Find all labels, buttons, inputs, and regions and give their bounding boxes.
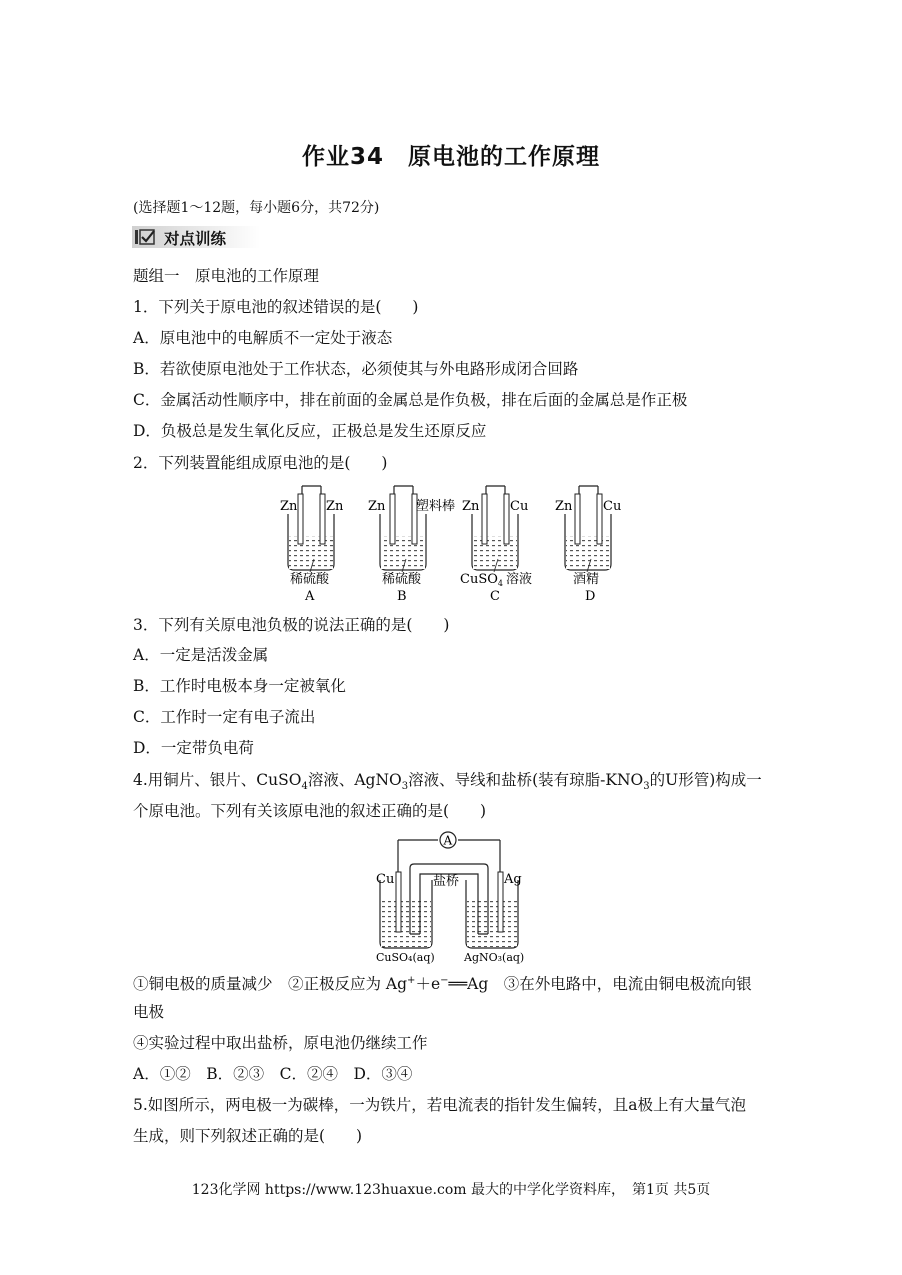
- q5-stem-line1: 5.如图所示，两电极一为碳棒，一为铁片，若电流表的指针发生偏转，且a极上有大量气泡: [133, 1096, 747, 1114]
- q4-stem-line1: 4.用铜片、银片、CuSO$_4$溶液、AgNO$_3$溶液、导线和盐桥(装有琼脂$-KNO_3$的U形管)构成一: [133, 771, 762, 793]
- left-solution-label: CuSO₄(aq): [376, 951, 435, 964]
- beaker-a-letter: A: [305, 589, 315, 604]
- section-header: [132, 226, 260, 248]
- page-title: 作业34 原电池的工作原理: [301, 144, 600, 170]
- checkbox-icon: [134, 229, 156, 245]
- q4-statements-line1: ①铜电极的质量减少 ②正极反应为 Ag+＋e−══Ag ③在外电路中，电流由铜电极流向银: [133, 975, 752, 994]
- beaker-c-right-label: Cu: [510, 499, 529, 514]
- beaker-d: [555, 486, 621, 604]
- q1-option-c: C．金属活动性顺序中，排在前面的金属总是作负极，排在后面的金属总是作正极: [133, 391, 688, 409]
- q3-option-c: C．工作时一定有电子流出: [133, 708, 316, 726]
- q2-beakers-figure: [270, 484, 650, 606]
- beaker-a-solution: 稀硫酸: [290, 572, 330, 587]
- q1-stem: 1．下列关于原电池的叙述错误的是( ): [133, 298, 419, 316]
- beaker-a-left-label: Zn: [280, 499, 298, 514]
- beaker-b-right-label: 塑料棒: [416, 499, 456, 514]
- beaker-a: [280, 486, 344, 604]
- beaker-c: [460, 486, 532, 604]
- beaker-a-right-label: Zn: [326, 499, 344, 514]
- q4-cell-figure: [370, 830, 540, 965]
- beaker-c-letter: C: [490, 589, 500, 604]
- beaker-b: [368, 486, 455, 604]
- q2-stem: 2．下列装置能组成原电池的是( ): [133, 454, 388, 472]
- cu-electrode-label: Cu: [376, 872, 395, 887]
- beaker-d-right-label: Cu: [603, 499, 622, 514]
- q1-option-a: A．原电池中的电解质不一定处于液态: [133, 329, 393, 347]
- beaker-b-left-label: Zn: [368, 499, 386, 514]
- beaker-d-solution: 酒精: [573, 572, 600, 587]
- q4-options: A．①② B．②③ C．②④ D．③④: [133, 1065, 413, 1083]
- salt-bridge-label: 盐桥: [433, 874, 460, 889]
- group-heading: 题组一 原电池的工作原理: [133, 267, 320, 285]
- page-footer: 123化学网 https://www.123huaxue.com 最大的中学化学资料库， 第1页 共5页: [191, 1182, 711, 1198]
- ag-electrode-label: Ag: [504, 872, 522, 887]
- q3-option-b: B．工作时电极本身一定被氧化: [133, 677, 346, 695]
- q4-statements-line2: 电极: [133, 1003, 165, 1021]
- beaker-c-solution: CuSO$_4$ 溶液: [460, 572, 532, 588]
- q1-option-b: B．若欲使原电池处于工作状态，必须使其与外电路形成闭合回路: [133, 360, 579, 378]
- beaker-d-letter: D: [585, 589, 596, 604]
- beaker-b-solution: 稀硫酸: [382, 572, 422, 587]
- q4-statement-4: ④实验过程中取出盐桥，原电池仍继续工作: [133, 1034, 428, 1052]
- instructions: (选择题1～12题，每小题6分，共72分): [133, 200, 380, 216]
- q1-option-d: D．负极总是发生氧化反应，正极总是发生还原反应: [133, 422, 487, 440]
- beaker-d-left-label: Zn: [555, 499, 573, 514]
- ammeter-label: A: [443, 833, 453, 848]
- q3-stem: 3．下列有关原电池负极的说法正确的是( ): [133, 616, 450, 634]
- beaker-b-letter: B: [397, 589, 407, 604]
- q5-stem-line2: 生成，则下列叙述正确的是( ): [133, 1127, 363, 1145]
- q3-option-d: D．一定带负电荷: [133, 739, 254, 757]
- q3-option-a: A．一定是活泼金属: [133, 646, 269, 664]
- right-solution-label: AgNO₃(aq): [464, 951, 525, 964]
- q4-stem-line2: 个原电池。下列有关该原电池的叙述正确的是( ): [133, 802, 487, 820]
- beaker-c-left-label: Zn: [462, 499, 480, 514]
- section-label: 对点训练: [164, 230, 227, 248]
